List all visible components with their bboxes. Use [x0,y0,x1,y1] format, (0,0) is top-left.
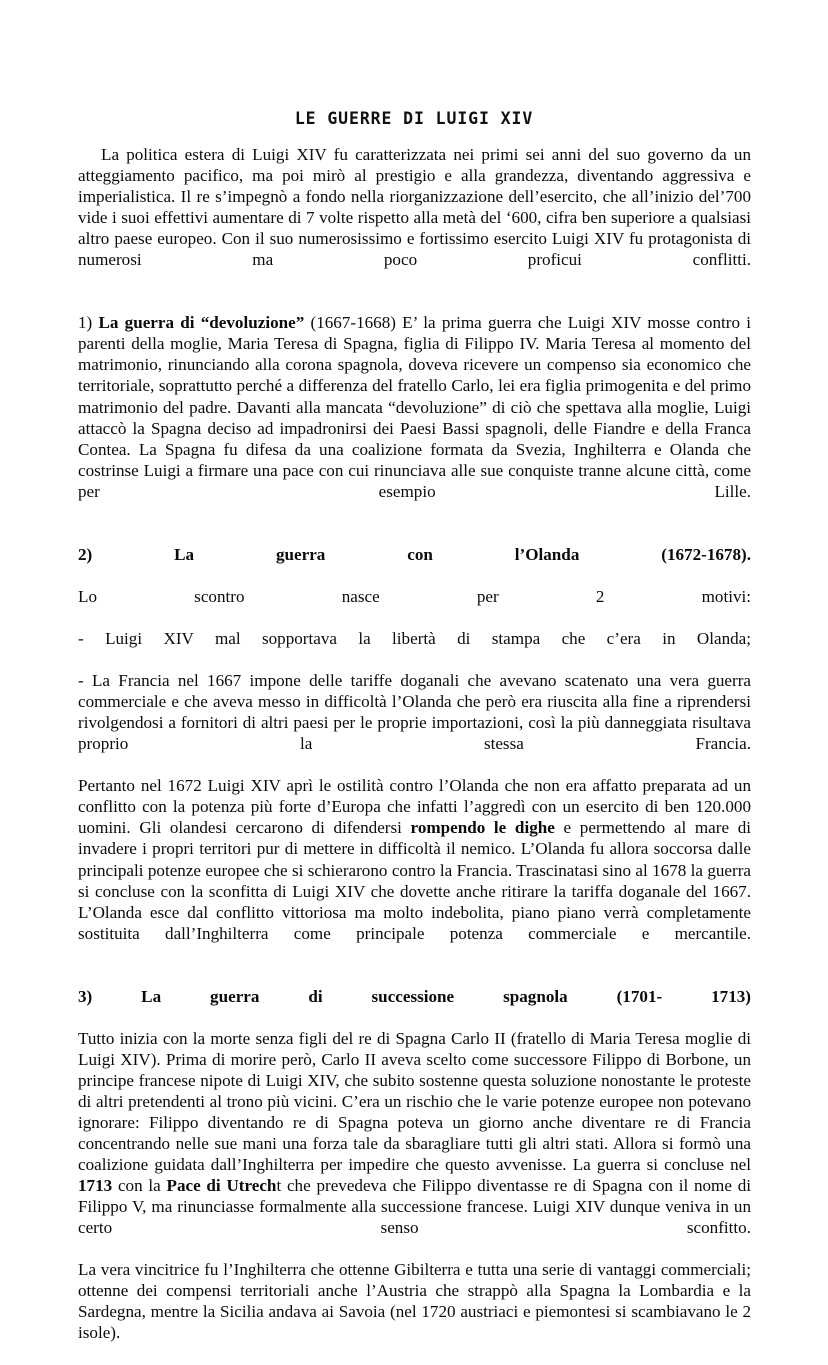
section-3-body [78,1028,751,1260]
section-3-emphasis-treaty: Pace di Utrech [166,1176,277,1196]
section-1-heading: La guerra di “devoluzione” [98,313,305,333]
section-2-emphasis-dighe: rompendo le dighe [410,818,555,838]
paragraph-spacer [78,523,751,544]
document-body [78,144,751,1365]
section-2-body-part-1: Pertanto nel 1672 Luigi XIV aprì le ostilità contro l’Olanda che non era affatto preparata ad un conflitto con la potenza più forte d’Europa che infatti l’aggredì con un esercito di ben 120.000 uomini. Gli olandesi cercarono di difendersi [78,776,751,838]
paragraph-spacer [78,291,751,312]
section-1-number: 1) [78,313,99,333]
section-2-bullet-2: - La Francia nel 1667 impone delle tariffe doganali che avevano scatenato una vera guerra commerciale e che aveva messo in difficoltà l’Olanda che però era riuscita alla fine a riprendersi rivolgendosi a fornitori di altri paesi per le proprie importazioni, così la più danneggiata risultava proprio la stessa Francia. [78,671,751,754]
page-title: LE GUERRE DI LUIGI XIV [294,109,534,129]
section-2-lead-in: Lo scontro nasce per 2 motivi: [78,586,751,606]
section-1-dates: (1667-1668) [304,313,396,333]
section-2-heading: 2) La guerra con l’Olanda (1672-1678). [78,544,751,564]
section-1-paragraph [78,312,751,522]
section-3-body-part-1: Tutto inizia con la morte senza figli del re di Spagna Carlo II (fratello di Maria Teresa moglie di Luigi XIV). Prima di morire però, Carlo II aveva scelto come successore Filippo di Borbone, un principe francese nipote di Luigi XIV, che subito sostenne questa soluzione nonostante le proteste di altri pretendenti al trono più vicini. C’era un rischio che le varie potenze europee non potevano ignorare: Filippo diventando re di Spagna poteva un giorno anche diventare re di Francia concentrando nelle sue mani una forza tale da sbaragliare tutti gli altri stati. Allora si formò una coalizione guidata dall’Inghilterra per impedire che questo avvenisse. La guerra si concluse nel [78,1028,751,1175]
section-3-body-part-2: con la [112,1176,167,1196]
paragraph-spacer [78,965,751,986]
section-2-bullet-1: - Luigi XIV mal sopportava la libertà di stampa che c’era in Olanda; [78,628,751,648]
section-3-emphasis-year: 1713 [78,1176,113,1196]
section-3-body-part-3: t che prevedeva che Filippo diventasse re di Spagna con il nome di Filippo V, ma rinunciasse formalmente alla successione francese. Luigi XIV dunque veniva in un certo senso sconfitto. [78,1176,751,1238]
section-1-body: E’ la prima guerra che Luigi XIV mosse contro i parenti della moglie, Maria Teresa di Spagna, figlia di Filippo IV. Maria Teresa al momento del matrimonio, rinunciando alla corona spagnola, doveva ricevere un compenso sia economico che territoriale, soprattutto perché a differenza del fratello Carlo, lei era figlia primogenita e del primo matrimonio del padre. Davanti alla mancata “devoluzione” di ciò che spettava alla moglie, Luigi attaccò la Spagna deciso ad impadronirsi dei Paesi Bassi spagnoli, delle Fiandre e della Franca Contea. La Spagna fu difesa da una coalizione formata da Svezia, Inghilterra e Olanda che costrinse Luigi a firmare una pace con cui rinunciava alle sue conquiste tranne alcune città, come per esempio Lille. [78,313,751,501]
section-2-body [78,775,751,964]
intro-paragraph: La politica estera di Luigi XIV fu caratterizzata nei primi sei anni del suo governo da un atteggiamento pacifico, ma poi mirò al prestigio e alla grandezza, diventando aggressiva e imperialistica. Il re s’impegnò a fondo nella riorganizzazione dell’esercito, che all’inizio del’700 vide i suoi effettivi aumentare di 7 volte rispetto alla metà del ‘600, cifra ben superiore a qualsiasi altro paese europeo. Con il suo numerosissimo e fortissimo esercito Luigi XIV fu protagonista di numerosi ma poco proficui conflitti. [78,145,751,270]
section-3-heading: 3) La guerra di successione spagnola (1701- 1713) [78,986,751,1006]
section-2-body-part-2: e permettendo al mare di invadere i propri territori pur di mettere in difficoltà il nemico. L’Olanda fu allora soccorsa dalle principali potenze europee che si schierarono contro la Francia. Trascinatasi sino al 1678 la guerra si concluse con la sconfitta di Luigi XIV che dovette anche ritirare la tariffa doganale del 1667. L’Olanda esce dal conflitto vittoriosa ma molto indebolita, piano piano verrà completamente sostituita dall’Inghilterra come principale potenza commerciale e mercantile. [78,818,751,943]
section-3-closing-paragraph: La vera vincitrice fu l’Inghilterra che ottenne Gibilterra e tutta una serie di vantaggi commerciali; ottenne dei compensi territoriali anche l’Austria che strappò alla Spagna la Lombardia e la Sardegna, mentre la Sicilia andava ai Savoia (nel 1720 austriaci e piemontesi si scambiavano le 2 isole). [78,1260,751,1343]
